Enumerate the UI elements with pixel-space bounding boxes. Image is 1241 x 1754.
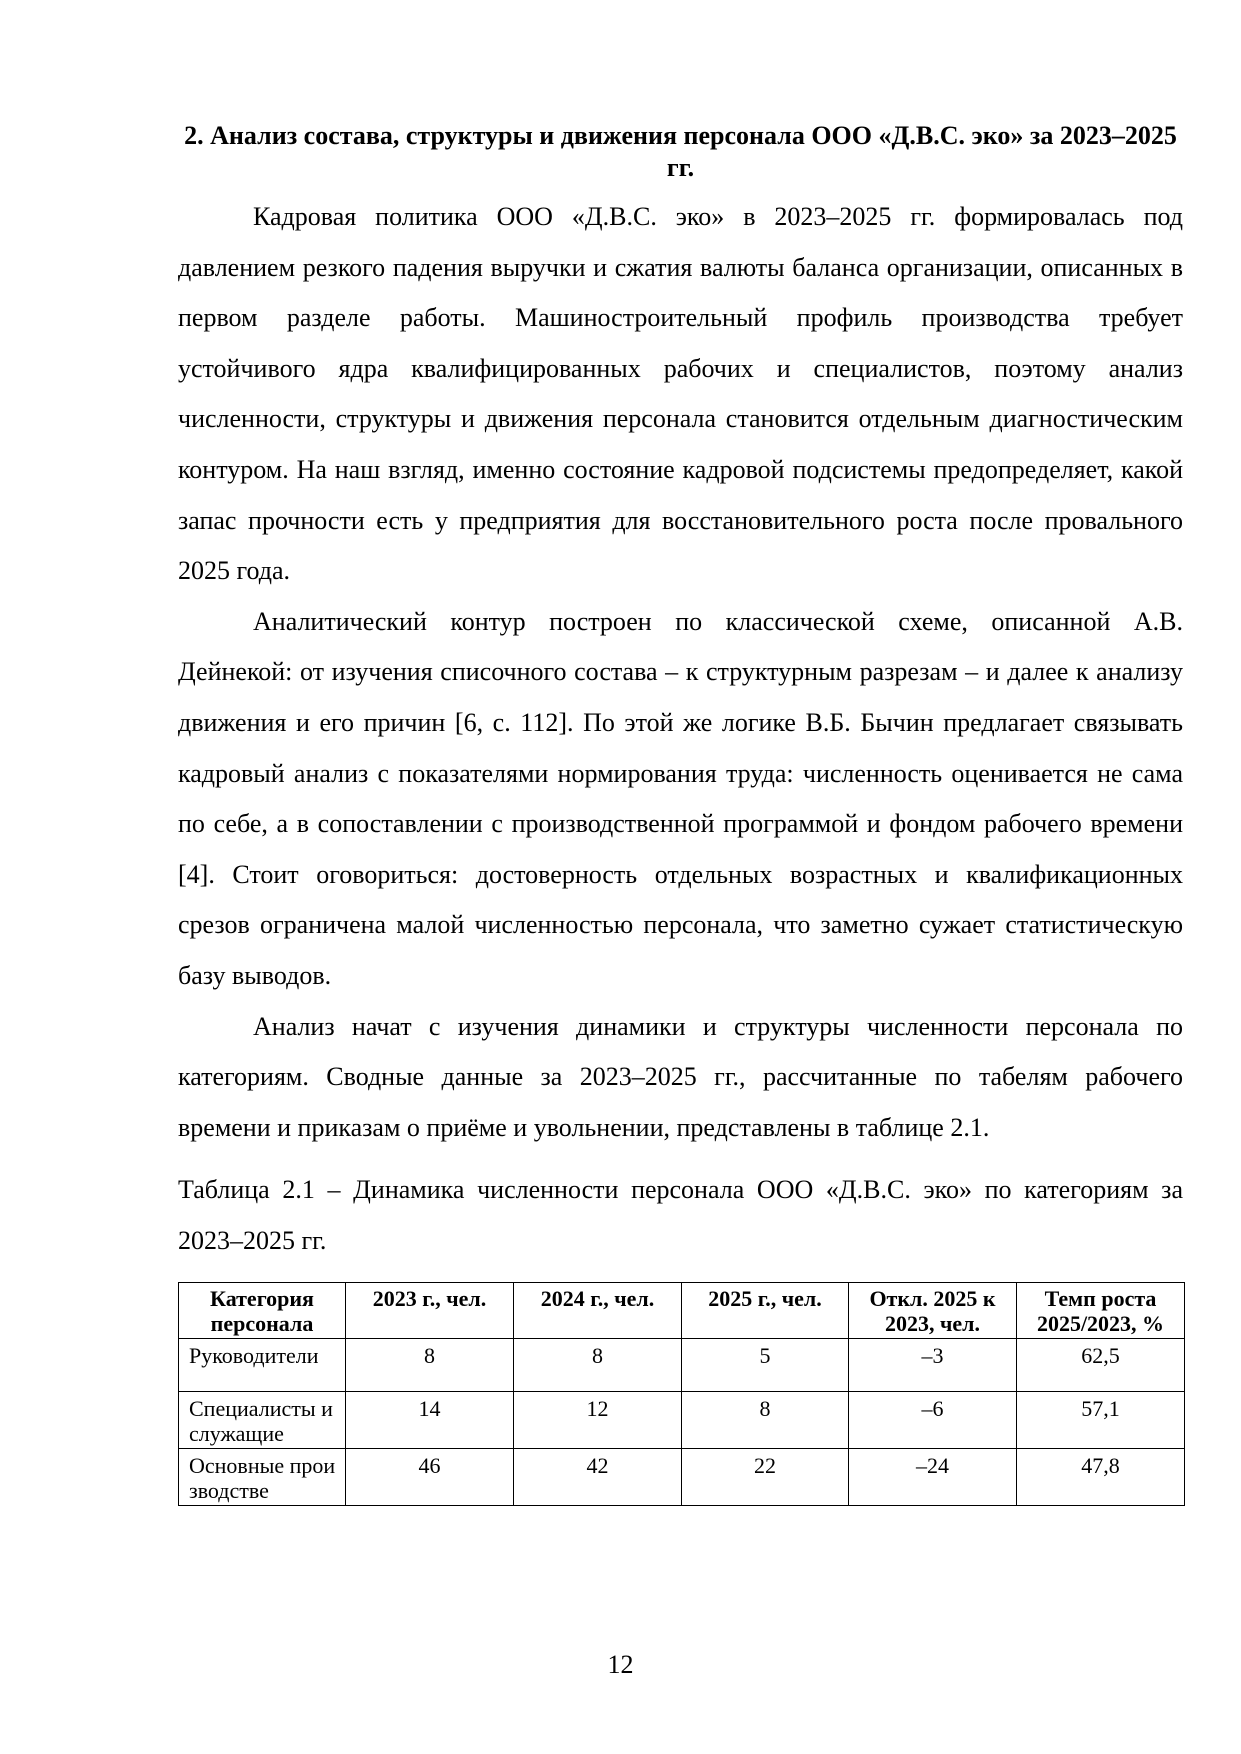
table-cell: –24 [849,1449,1017,1506]
table-cell: Специалисты и служащие [179,1392,346,1449]
table-cell: 62,5 [1017,1339,1185,1392]
table-cell: 14 [346,1392,514,1449]
table-cell: –6 [849,1392,1017,1449]
table-cell: 8 [346,1339,514,1392]
column-header: Категория персонала [179,1283,346,1339]
column-header: 2024 г., чел. [514,1283,682,1339]
table-caption: Таблица 2.1 – Динамика численности персонала ООО «Д.В.С. эко» по категориям за 2023–2025 гг. [178,1175,1183,1255]
column-header: Откл. 2025 к 2023, чел. [849,1283,1017,1339]
table-cell: –3 [849,1339,1017,1392]
column-header: 2023 г., чел. [346,1283,514,1339]
table-cell: 5 [682,1339,849,1392]
column-header: Темп роста 2025/2023, % [1017,1283,1185,1339]
table-cell: 47,8 [1017,1449,1185,1506]
table-cell: 22 [682,1449,849,1506]
page-number: 12 [607,1650,634,1679]
table-cell: 46 [346,1449,514,1506]
table-cell: 12 [514,1392,682,1449]
paragraph: Анализ начат с изучения динамики и структуры численности персонала по категориям. Сводные данные за 2023–2025 гг., рассчитанные по табелям рабочего времени и приказам о приёме и увольнении, представлены в таблице 2.1. [178,1011,1183,1142]
section-heading: 2. Анализ состава, структуры и движения персонала ООО «Д.В.С. эко» за 2023–2025 гг. [184,121,1177,182]
staff-table [178,1282,1185,1506]
paragraph: Кадровая политика ООО «Д.В.С. эко» в 2023–2025 гг. формировалась под давлением резкого падения выручки и сжатия валюты баланса организации, описанных в первом разделе работы. Машиностроительный профиль производства требует устойчивого ядра квалифицированных рабочих и специалистов, поэтому анализ численности, структуры и движения персонала становится отдельным диагностическим контуром. На наш взгляд, именно состояние кадровой подсистемы предопределяет, какой запас прочности есть у предприятия для восстановительного роста после провального 2025 года. [178,202,1183,586]
table-cell: 57,1 [1017,1392,1185,1449]
paragraph: Аналитический контур построен по классической схеме, описанной А.В. Дейнекой: от изучения списочного состава – к структурным разрезам – и далее к анализу движения и его причин [6, с. 112]. По этой же логике В.Б. Бычин предлагает связывать кадровый анализ с показателями нормирования труда: численность оценивается не сама по себе, а в сопоставлении с производственной программой и фондом рабочего времени [4]. Стоит оговориться: достоверность отдельных возрастных и квалификационных срезов ограничена малой численностью персонала, что заметно сужает статистическую базу выводов. [178,606,1183,990]
column-header: 2025 г., чел. [682,1283,849,1339]
table-row [179,1392,1185,1449]
table-cell: 8 [682,1392,849,1449]
table-cell: Руководители [179,1339,346,1392]
table-row [179,1339,1185,1392]
table-cell: 8 [514,1339,682,1392]
table-header-row [179,1283,1185,1339]
table-row [179,1449,1185,1506]
document-page [178,120,1183,1506]
table-cell: Основные производстве [179,1449,346,1506]
table-cell: 42 [514,1449,682,1506]
